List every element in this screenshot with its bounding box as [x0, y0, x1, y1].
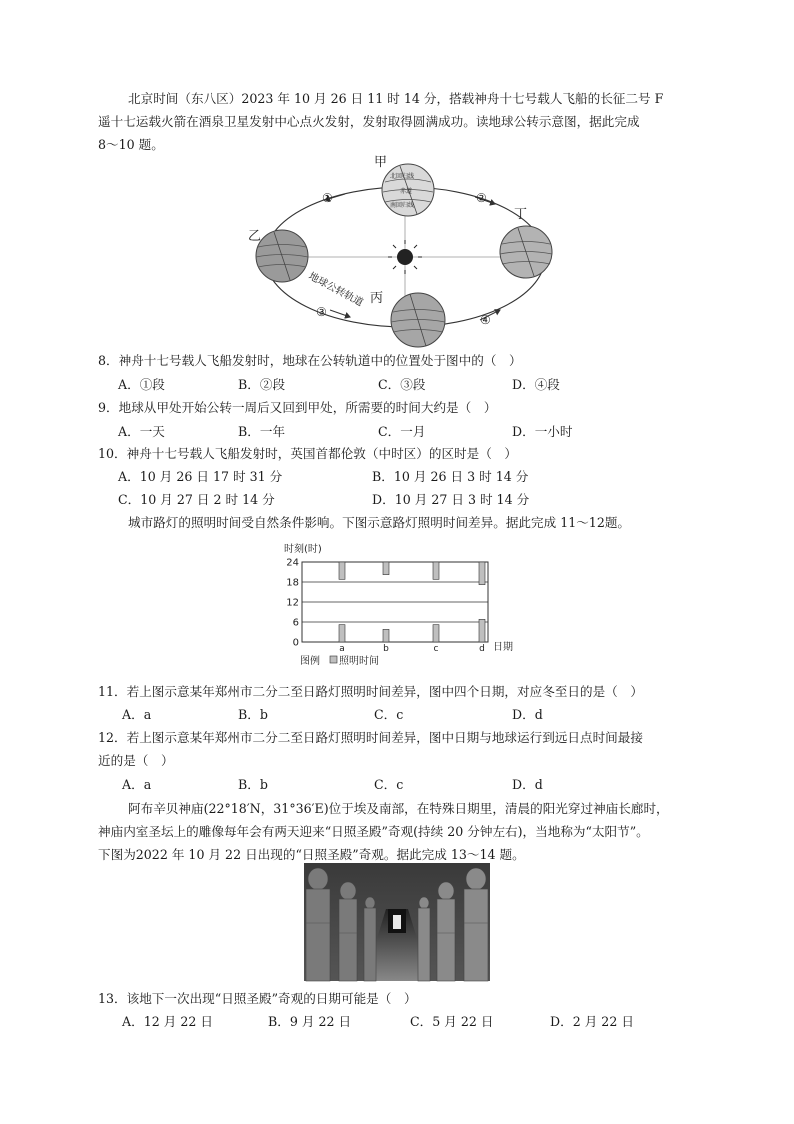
- q12-option-c: C．c: [374, 777, 404, 792]
- q10-option-b: B．10 月 26 日 3 时 14 分: [372, 469, 529, 484]
- q13-option-c: C．5 月 22 日: [410, 1014, 494, 1029]
- globe-label-equator: 赤道: [400, 188, 413, 195]
- chart-bar-c: [433, 625, 439, 642]
- q11-option-d: D．d: [512, 707, 543, 722]
- q13-option-d: D．2 月 22 日: [550, 1014, 634, 1029]
- q13-option-b: B．9 月 22 日: [268, 1014, 352, 1029]
- chart-ytick-label: 6: [292, 617, 299, 629]
- chart-ytick-label: 12: [286, 597, 299, 609]
- q10-option-c: C．10 月 27 日 2 时 14 分: [118, 492, 275, 507]
- q11-option-b: B．b: [238, 707, 268, 722]
- intro-line-3: 8～10 题。: [98, 137, 164, 152]
- q8-option-a: A．①段: [118, 377, 165, 392]
- q11-option-c: C．c: [374, 707, 404, 722]
- q9-stem: 9．地球从甲处开始公转一周后又回到甲处，所需要的时间大约是（ ）: [98, 400, 497, 415]
- chart-bar-a: [339, 562, 345, 579]
- chart-bar-c: [433, 562, 439, 579]
- label-ding: 丁: [514, 207, 528, 222]
- globe-yi: [256, 230, 308, 282]
- q8-stem: 8．神舟十七号载人飞船发射时，地球在公转轨道中的位置处于图中的（ ）: [98, 353, 522, 368]
- q9-option-a: A．一天: [118, 424, 165, 439]
- q9-option-c: C．一月: [378, 424, 426, 439]
- intro3-line-2: 神庙内室圣坛上的雕像每年会有两天迎来“日照圣殿”奇观(持续 20 分钟左右)，当地称为“太阳节”。: [98, 824, 649, 839]
- temple-photo: [304, 863, 490, 981]
- q11-option-a: A．a: [122, 707, 152, 722]
- segment-2: ②: [476, 191, 487, 205]
- q9-option-d: D．一小时: [512, 424, 573, 439]
- q11-stem: 11．若上图示意某年郑州市二分二至日路灯照明时间差异，图中四个日期，对应冬至日的是（ ）: [98, 684, 643, 699]
- segment-1: ①: [322, 191, 333, 205]
- intro-line-1: 北京时间（东八区）2023 年 10 月 26 日 11 时 14 分，搭载神舟十七号载人飞船的长征二号 F: [128, 91, 664, 106]
- q12-option-d: D．d: [512, 777, 543, 792]
- chart-xlabel: 日期: [493, 642, 513, 653]
- lighting-time-chart: [280, 540, 520, 672]
- q8-option-b: B．②段: [238, 377, 286, 392]
- globe-label-tropic-south: 南回归线: [390, 202, 415, 209]
- chart-ylabel: 时刻(时): [284, 544, 322, 555]
- q8-option-d: D．④段: [512, 377, 560, 392]
- chart-bar-b: [383, 562, 389, 575]
- intro3-line-3: 下图为2022 年 10 月 22 日出现的“日照圣殿”奇观。据此完成 13～14 题。: [98, 847, 525, 862]
- chart-legend-swatch: [330, 656, 337, 663]
- chart-ytick-label: 24: [286, 557, 299, 569]
- q13-option-a: A．12 月 22 日: [122, 1014, 213, 1029]
- chart-ytick-label: 0: [292, 637, 299, 649]
- label-bing: 丙: [370, 291, 384, 306]
- globe-bing: [391, 293, 445, 347]
- chart-xtick-label: b: [383, 644, 389, 654]
- chart-xtick-label: c: [433, 644, 439, 654]
- chart-bar-b: [383, 629, 389, 642]
- q12-option-b: B．b: [238, 777, 268, 792]
- q10-option-d: D．10 月 27 日 3 时 14 分: [372, 492, 530, 507]
- intro3-line-1: 阿布辛贝神庙(22°18′N，31°36′E)位于埃及南部，在特殊日期里，清晨的阳光穿过神庙长廊时，: [128, 801, 669, 816]
- q12-stem-line-2: 近的是（ ）: [98, 753, 174, 768]
- label-jia: 甲: [374, 155, 388, 170]
- q10-stem: 10．神舟十七号载人飞船发射时，英国首都伦敦（中时区）的区时是（ ）: [98, 446, 518, 461]
- chart-ytick-label: 18: [286, 577, 299, 589]
- q13-stem: 13．该地下一次出现“日照圣殿”奇观的日期可能是（ ）: [98, 991, 417, 1006]
- chart-bar-d: [479, 562, 485, 585]
- intro2: 城市路灯的照明时间受自然条件影响。下图示意路灯照明时间差异。据此完成 11～12题。: [128, 515, 631, 530]
- chart-xtick-label: a: [339, 644, 345, 654]
- globe-ding: [500, 226, 552, 278]
- q8-option-c: C．③段: [378, 377, 426, 392]
- q10-option-a: A．10 月 26 日 17 时 31 分: [118, 469, 283, 484]
- globe-label-tropic-north: 北回归线: [390, 173, 415, 180]
- chart-bar-d: [479, 619, 485, 642]
- q9-option-b: B．一年: [238, 424, 286, 439]
- chart-legend-label: 照明时间: [339, 656, 379, 667]
- chart-legend-title: 图例: [300, 656, 320, 667]
- earth-orbit-diagram: [250, 152, 560, 352]
- chart-bar-a: [339, 625, 345, 642]
- q12-stem-line-1: 12．若上图示意某年郑州市二分二至日路灯照明时间差异，图中日期与地球运行到远日点时间最接: [98, 730, 643, 745]
- q12-option-a: A．a: [122, 777, 152, 792]
- intro-line-2: 遥十七运载火箭在酒泉卫星发射中心点火发射，发射取得圆满成功。读地球公转示意图，据此完成: [98, 114, 640, 129]
- chart-xtick-label: d: [479, 644, 485, 654]
- label-yi: 乙: [248, 229, 262, 244]
- segment-3: ③: [316, 305, 327, 319]
- orbit-label: 地球公转轨道: [306, 270, 365, 309]
- segment-4: ④: [480, 313, 491, 327]
